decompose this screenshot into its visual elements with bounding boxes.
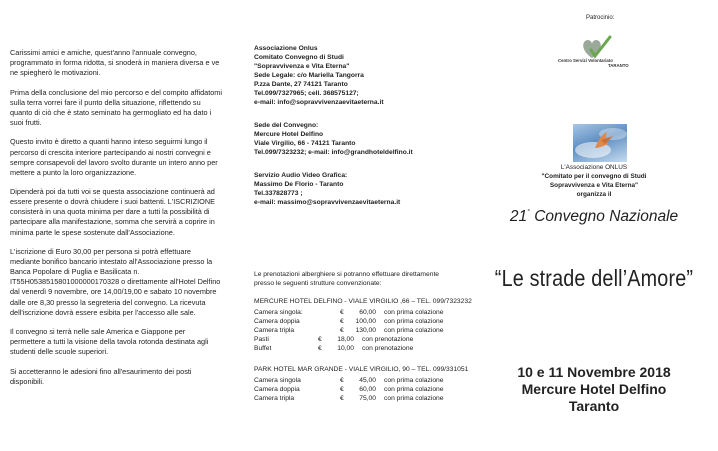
venue-block [254, 121, 486, 157]
event-city: Taranto [568, 398, 620, 414]
heart-check-icon [558, 34, 628, 60]
hotel-1-title: MERCURE HOTEL DELFINO - VIALE VIRGILIO ,66 – TEL. 099/7323232 [254, 298, 472, 305]
organizer-line-3: Sopravvivenza e Vita Eterna" [549, 182, 639, 189]
hotel-1-block [254, 297, 486, 353]
video-line: Servizio Audio Video Grafica: [254, 172, 348, 179]
info-column [254, 44, 486, 403]
association-line: Comitato Convegno di Studi [254, 54, 344, 61]
hotel-2-title: PARK HOTEL MAR GRANDE - VIALE VIRGILIO, 90 – TEL. 099/331051 [254, 366, 469, 373]
booking-intro [254, 270, 486, 288]
event-title: “Le strade dell’Amore” [494, 265, 694, 291]
association-line: P.zza Dante, 27 74121 Taranto [254, 81, 348, 88]
video-email: e-mail: massimo@sopravvivenzaevitaeterna.it [254, 199, 401, 206]
association-line: Tel.099/7327965; cell. 368575127; [254, 90, 359, 97]
rate-row: Pasti € 18,00 con prenotazione [254, 336, 414, 343]
logo-label: Centro Servizi Volontariato [558, 58, 613, 63]
convegno-number: 21 [509, 208, 528, 225]
venue-line: Tel.099/7323232; e-mail: info@grandhoteldelfino.it [254, 149, 413, 156]
rate-row: Camera tripla € 75,00 con prima colazione [254, 395, 444, 402]
venue-line: Sede del Convegno: [254, 122, 319, 129]
organizer-line-4: organizza il [576, 191, 612, 198]
video-line: Tel.337828773 ; [254, 190, 303, 197]
booking-intro-line: Le prenotazioni alberghiere si potranno effettuare direttamente [254, 271, 440, 278]
association-line: Associazione Onlus [254, 45, 318, 52]
video-line: Massimo De Florio - Taranto [254, 181, 344, 188]
venue-line: Mercure Hotel Delfino [254, 131, 324, 138]
hotel-2-block [254, 365, 486, 403]
intro-paragraph-1: Carissimi amici e amiche, quest'anno l'annuale convegno, programmato in forma ridotta, si snoderà in maniera diversa e ve ne spiegherò le motivazioni. [10, 48, 220, 78]
convegno-text: Convegno Nazionale [529, 208, 679, 225]
convegno-heading [470, 208, 718, 226]
event-date: 10 e 11 Novembre 2018 [517, 364, 671, 380]
rate-row: Buffet € 10,00 con prenotazione [254, 345, 414, 352]
association-line: Sede Legale: c/o Mariella Tangorra [254, 72, 364, 79]
intro-text-column [10, 48, 222, 396]
rate-row: Camera doppia € 100,00 con prima colazione [254, 318, 444, 325]
rate-row: Camera doppia € 60,00 con prima colazione [254, 386, 444, 393]
association-line: "Sopravvivenza e Vita Eterna" [254, 63, 350, 70]
organizer-line-2: "Comitato per il convegno di Studi [541, 173, 647, 180]
intro-paragraph-4: Dipenderà poi da tutti voi se questa associazione continuerà ad essere presente o dovrà chiudere i suoi battenti. L'ISCRIZIONE consisterà in una quota minima per dare a tutti la possibilità di partecipare alla manifestazione, somma che servirà a coprire in minima parte le spese sostenute dall'Associazione. [10, 187, 215, 237]
association-block [254, 44, 486, 107]
rate-row: Camera singola: € 60,00 con prima colazione [254, 309, 444, 316]
video-service-block [254, 171, 486, 207]
event-venue: Mercure Hotel Delfino [521, 381, 667, 397]
sky-photo [573, 124, 627, 162]
patronage-label: Patrocinio: [586, 15, 615, 21]
intro-paragraph-3: Questo invito è diretto a quanti hanno inteso seguirmi lungo il percorso di crescita interiore partecipando ai nostri convegni e sempre consapevoli del lavoro svolto durante un intero anno per mettere a punto la loro organizzazione. [10, 137, 218, 177]
association-email: e-mail: info@sopravvivenzaevitaeterna.it [254, 99, 384, 106]
rate-row: Camera singola € 45,00 con prima colazione [254, 377, 444, 384]
intro-paragraph-2: Prima della conclusione del mio percorso e del compito affidatomi sulla terra vorrei fare il punto della situazione, riflettendo su quanto di ciò che è stato seminato ha germogliato ed ha dato i suoi frutti. [10, 87, 222, 127]
organizer-line-1: L'Associazione ONLUS [560, 164, 628, 171]
capacity-paragraph: Si accetteranno le adesioni fino all'esaurimento dei posti disponibili. [10, 366, 192, 386]
dove-image [573, 124, 627, 162]
booking-intro-line: presso le seguenti strutture convenzionate: [254, 280, 382, 287]
registration-paragraph: L'iscrizione di Euro 30,00 per persona si potrà effettuare mediante bonifico bancario intestato all'Associazione presso la Banca Popolare di Puglia e Basilicata n. IT55H0538515801000000170328 o direttamente all'Hotel Delfino dal venerdì 9 novembre, ore 14,00/19,00 e sabato 10 novembre dalle ore 8,30 presso la segreteria del convegno. La ricevuta dell'iscrizione dovrà essere esibita per l'accesso alle sale. [10, 247, 221, 317]
csv-logo [558, 34, 628, 70]
rate-row: Camera tripla € 130,00 con prima colazione [254, 327, 444, 334]
convegno-degree: ° [527, 209, 530, 216]
rooms-paragraph: Il convegno si terrà nelle sale America e Giappone per permettere a tutti la visione della tavola rotonda destinata agli studenti delle scuole superiori. [10, 327, 209, 357]
logo-sub: TARANTO [608, 63, 629, 68]
venue-line: Viale Virgilio, 66 - 74121 Taranto [254, 140, 356, 147]
